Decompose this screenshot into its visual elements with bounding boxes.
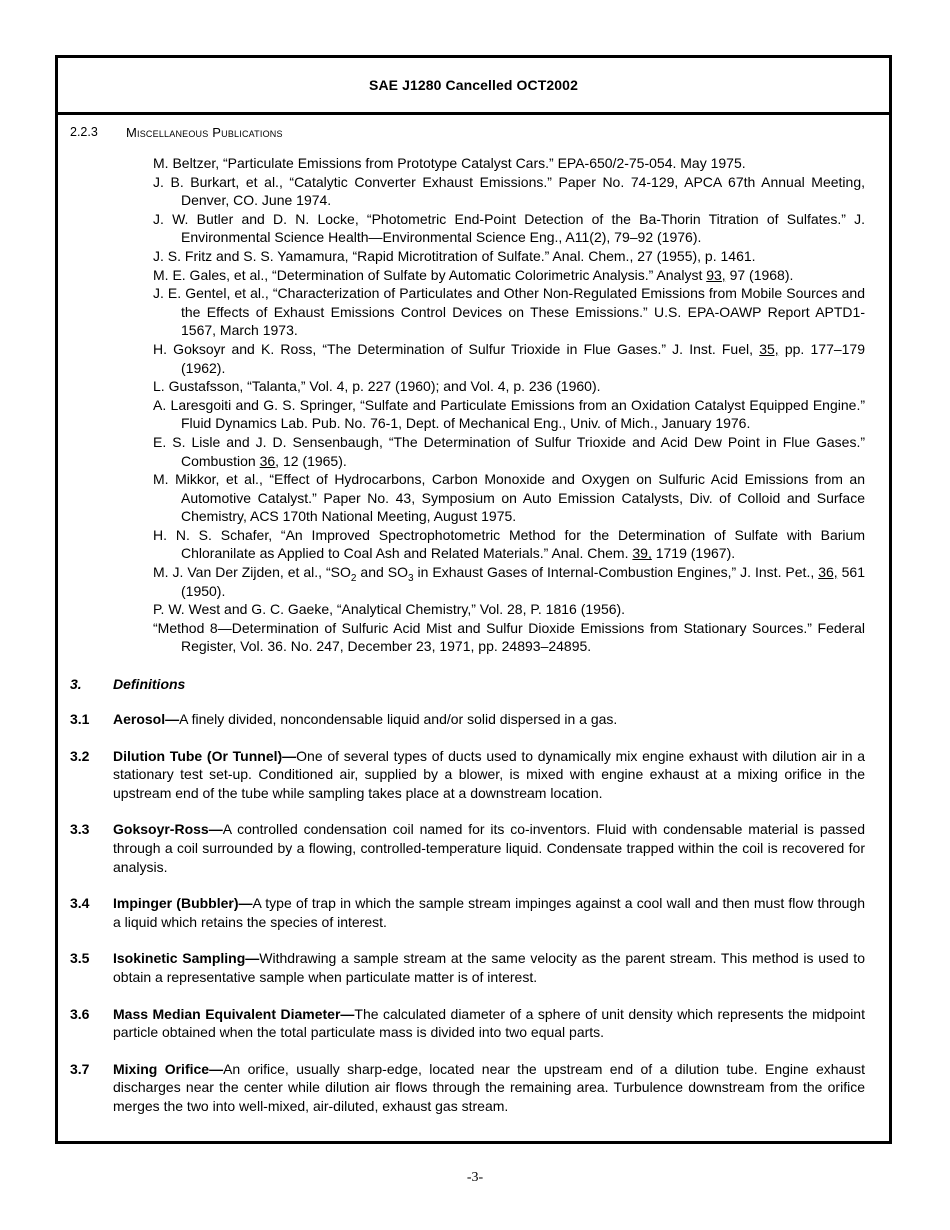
reference-item — [153, 266, 865, 285]
definition-3-3 — [70, 820, 865, 876]
page-frame — [55, 55, 892, 1144]
reference-text: 1719 (1967). — [651, 545, 736, 562]
definition-term: Mass Median Equivalent Diameter— — [113, 1005, 355, 1022]
reference-text: H. N. S. Schafer, “An Improved Spectrophotometric Method for the Determination of Sulfate with Barium Chloranilate as Applied to Coal Ash and Related Materials.” Anal. Chem. — [153, 526, 865, 562]
definition-body — [113, 894, 865, 931]
reference-text: 561 (1950). — [181, 564, 865, 599]
reference-text: pp. 177–179 (1962). — [181, 340, 865, 376]
reference-list — [153, 154, 865, 656]
section-2-2-3-heading — [70, 125, 865, 140]
definition-number: 3.4 — [70, 895, 90, 912]
reference-text: in Exhaust Gases of Internal-Combustion Engines,” J. Inst. Pet., — [413, 564, 819, 581]
volume-number: 36, — [259, 452, 280, 469]
section-title: Definitions — [113, 676, 186, 693]
reference-item: “Method 8—Determination of Sulfuric Acid Mist and Sulfur Dioxide Emissions from Stationary Sources.” Federal Register, Vol. 36. No. 247, December 23, 1971, pp. 24893–24895. — [153, 619, 865, 655]
volume-number: 35, — [759, 340, 779, 357]
reference-item — [153, 526, 865, 563]
definition-body — [113, 1005, 865, 1042]
reference-item: M. Mikkor, et al., “Effect of Hydrocarbons, Carbon Monoxide and Oxygen on Sulfuric Acid Emissions from an Automotive Catalyst.” Paper No. 43, Symposium on Auto Emission Catalysts, Div. of Colloid and Surface Chemistry, ACS 170th National Meeting, August 1975. — [153, 471, 865, 525]
definition-term: Goksoyr-Ross— — [113, 821, 223, 838]
volume-number: 36, — [818, 564, 838, 581]
page-content — [58, 125, 889, 1116]
definition-text: A controlled condensation coil named for its co-inventors. Fluid with condensable material is passed through a coil surrounded by a flowing, controlled-temperature liquid. Condensate trapped within the coil is recovered for analysis. — [113, 821, 865, 875]
definition-text: A type of trap in which the sample stream impinges against a cool wall and then must flow through a liquid which retains the species of interest. — [113, 895, 865, 930]
reference-item: L. Gustafsson, “Talanta,” Vol. 4, p. 227 (1960); and Vol. 4, p. 236 (1960). — [153, 378, 601, 395]
definition-3-1 — [70, 710, 865, 729]
volume-number: 39, — [632, 545, 652, 562]
definition-body — [113, 820, 865, 876]
reference-item: M. Beltzer, “Particulate Emissions from Prototype Catalyst Cars.” EPA-650/2-75-054. May 1975. — [153, 155, 746, 171]
section-number: 2.2.3 — [70, 125, 98, 139]
reference-text: 12 (1965). — [279, 452, 347, 469]
subscript: 3 — [408, 572, 414, 584]
definition-3-7 — [70, 1060, 865, 1116]
definition-body — [113, 949, 865, 986]
definition-number: 3.6 — [70, 1005, 90, 1022]
definition-3-6 — [70, 1005, 865, 1042]
reference-item: A. Laresgoiti and G. S. Springer, “Sulfate and Particulate Emissions from an Oxidation Catalyst Equipped Engine.” Fluid Dynamics Lab. Pub. No. 76-1, Dept. of Mechanical Eng., Univ. of Mich., January 1976. — [153, 396, 865, 432]
definition-number: 3.1 — [70, 711, 90, 728]
reference-item — [153, 433, 865, 470]
definition-term: Mixing Orifice— — [113, 1060, 224, 1077]
definition-term: Aerosol— — [113, 711, 180, 728]
reference-item: J. S. Fritz and S. S. Yamamura, “Rapid Microtitration of Sulfate.” Anal. Chem., 27 (1955), p. 1461. — [153, 247, 756, 264]
reference-item: J. B. Burkart, et al., “Catalytic Converter Exhaust Emissions.” Paper No. 74-129, APCA 67th Annual Meeting, Denver, CO. June 1974. — [153, 173, 865, 209]
definition-term: Isokinetic Sampling— — [113, 950, 260, 967]
reference-text: 97 (1968). — [725, 266, 794, 283]
definition-text: One of several types of ducts used to dynamically mix engine exhaust with dilution air in a stationary test set-up. Conditioned air, supplied by a blower, is mixed with engine exhaust at a mixing orifice in the upstream end of the tube while sampling takes place at a downstream location. — [113, 747, 865, 801]
section-3-heading — [70, 676, 865, 692]
reference-text: M. J. Van Der Zijden, et al., “SO — [153, 564, 351, 581]
definition-body — [113, 1060, 865, 1116]
reference-text: M. E. Gales, et al., “Determination of Sulfate by Automatic Colorimetric Analysis.” Analyst — [153, 266, 707, 283]
definition-text: An orifice, usually sharp-edge, located near the upstream end of a dilution tube. Engine exhaust discharges near the center while dilution air flows through the remaining area. Turbulence downstream from the orifice merges the two into well-mixed, air-diluted, exhaust gas stream. — [113, 1060, 866, 1114]
section-number: 3. — [70, 676, 82, 693]
definition-term: Dilution Tube (Or Tunnel)— — [113, 747, 297, 764]
page-number: -3- — [466, 1170, 484, 1185]
definition-number: 3.3 — [70, 821, 90, 838]
definition-number: 3.2 — [70, 747, 90, 764]
definition-text: The calculated diameter of a sphere of unit density which represents the midpoint particle obtained when the total particulate mass is divided into two equal parts. — [113, 1005, 865, 1041]
definition-text: Withdrawing a sample stream at the same velocity as the parent stream. This method is used to obtain a representative sample when particulate matter is of interest. — [113, 950, 865, 985]
reference-text: H. Goksoyr and K. Ross, “The Determination of Sulfur Trioxide in Flue Gases.” J. Inst. Fuel, — [153, 340, 760, 357]
reference-item — [153, 563, 865, 600]
definition-text: A finely divided, noncondensable liquid and/or solid dispersed in a gas. — [179, 711, 618, 728]
definition-body — [113, 747, 865, 803]
definition-body — [113, 710, 865, 729]
reference-text: and SO — [356, 564, 408, 581]
document-title: SAE J1280 Cancelled OCT2002 — [369, 77, 578, 93]
subscript: 2 — [350, 572, 357, 584]
definition-number: 3.7 — [70, 1060, 90, 1077]
header-box — [58, 58, 889, 115]
reference-item: P. W. West and G. C. Gaeke, “Analytical Chemistry,” Vol. 28, P. 1816 (1956). — [153, 601, 626, 618]
volume-number: 93, — [706, 266, 726, 283]
definition-3-4 — [70, 894, 865, 931]
definition-3-5 — [70, 949, 865, 986]
section-title: Miscellaneous Publications — [126, 125, 283, 140]
reference-item: J. E. Gentel, et al., “Characterization of Particulates and Other Non-Regulated Emissions from Mobile Sources and the Effects of Exhaust Emissions Control Devices on These Emissions.” U.S. EPA-OAWP Report APTD1-1567, March 1973. — [153, 285, 865, 339]
reference-item: J. W. Butler and D. N. Locke, “Photometric End-Point Detection of the Ba-Thorin Titration of Sulfates.” J. Environmental Science Health—Environmental Science Eng., A11(2), 79–92 (1976). — [153, 210, 865, 246]
definition-number: 3.5 — [70, 950, 90, 967]
reference-text: E. S. Lisle and J. D. Sensenbaugh, “The Determination of Sulfur Trioxide and Acid Dew Point in Flue Gases.” Combustion — [153, 433, 865, 469]
definition-3-2 — [70, 747, 865, 803]
definition-term: Impinger (Bubbler)— — [113, 895, 253, 912]
reference-item — [153, 340, 865, 377]
